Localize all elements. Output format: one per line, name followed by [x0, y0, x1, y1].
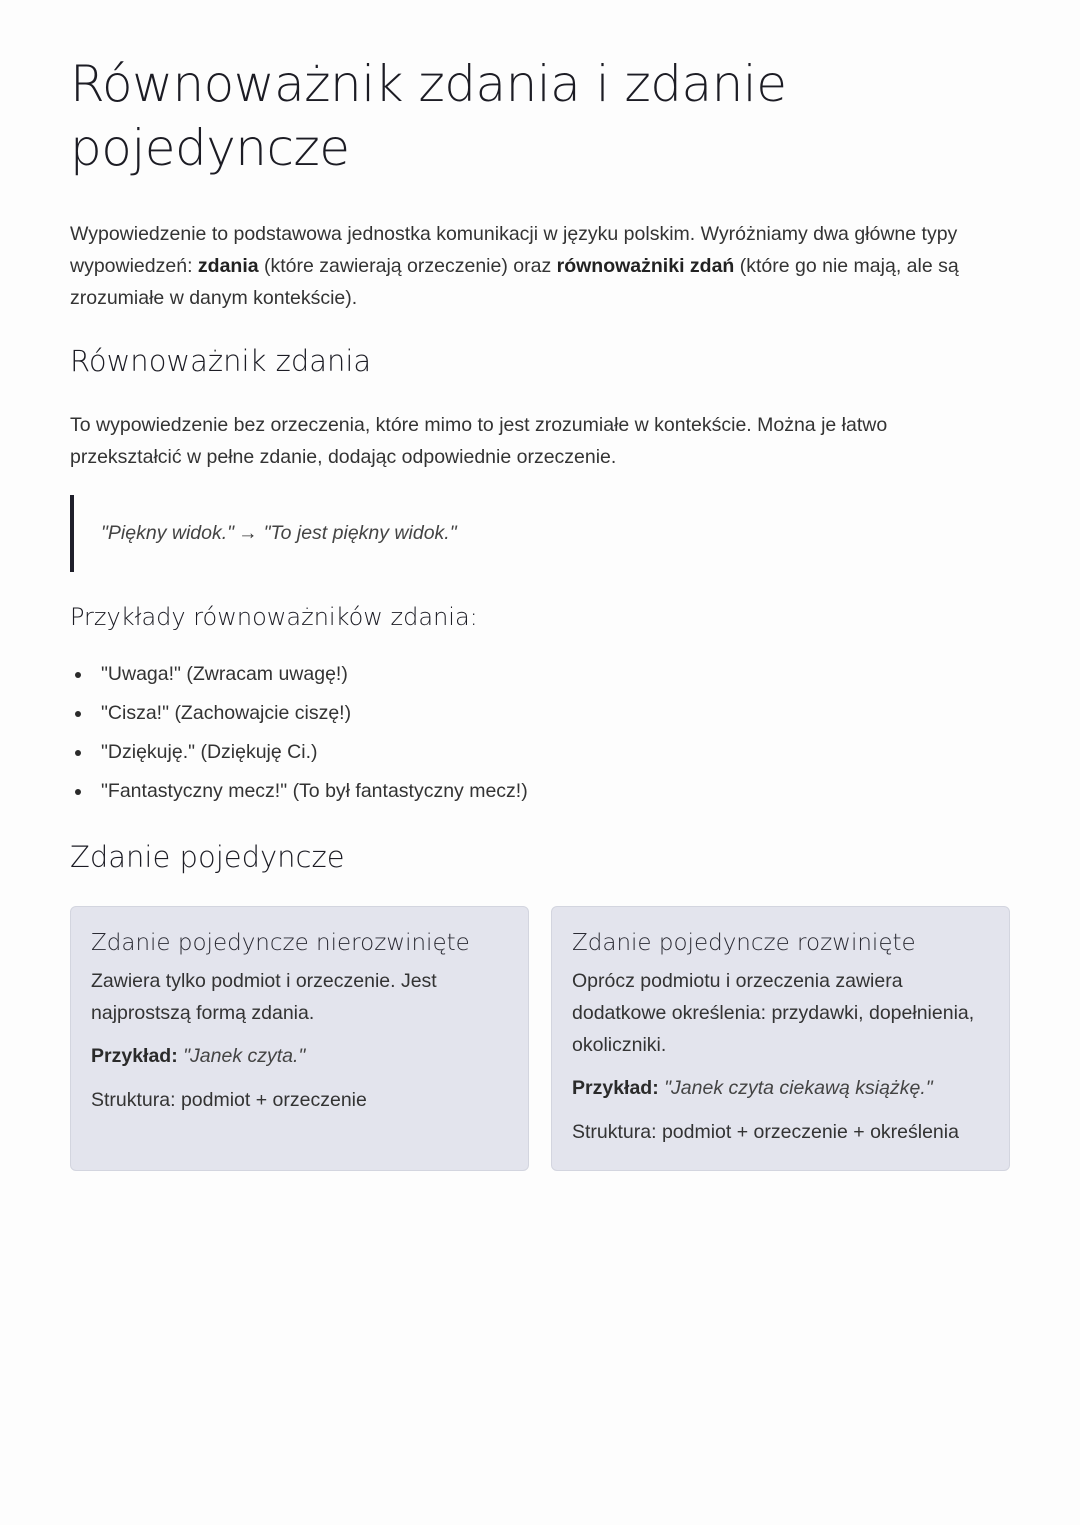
example-label: Przykład:	[572, 1077, 659, 1099]
sentence-type-cards	[70, 906, 1010, 1171]
section-heading-equivalent: Równoważnik zdania	[70, 344, 372, 378]
bullet-icon	[75, 711, 81, 717]
list-item-text: "Fantastyczny mecz!" (To był fantastyczny mecz!)	[101, 780, 528, 802]
list-item-text: "Uwaga!" (Zwracam uwagę!)	[101, 663, 348, 685]
card-example	[91, 1040, 508, 1072]
list-item	[70, 700, 970, 739]
list-item	[70, 661, 970, 700]
page-title: Równoważnik zdania i zdanie pojedyncze	[70, 55, 787, 177]
quote-to: "To jest piękny widok."	[263, 522, 457, 544]
intro-text: (które go nie mają, ale są zrozumiałe w danym kontekście).	[70, 255, 959, 309]
card-simple-unextended	[70, 906, 529, 1171]
quote-from: "Piękny widok."	[101, 522, 235, 544]
examples-heading: Przykłady równoważników zdania:	[70, 603, 478, 631]
example-text: "Janek czyta ciekawą książkę."	[664, 1077, 933, 1099]
card-structure: Struktura: podmiot + orzeczenie + określenia	[572, 1121, 959, 1143]
card-title: Zdanie pojedyncze nierozwinięte	[91, 930, 470, 956]
card-title: Zdanie pojedyncze rozwinięte	[572, 930, 916, 956]
intro-text: (które zawierają orzeczenie) oraz	[258, 255, 557, 277]
card-simple-extended	[551, 906, 1010, 1171]
example-text: "Janek czyta."	[183, 1045, 306, 1067]
section-heading-simple-sentence: Zdanie pojedyncze	[70, 840, 345, 874]
intro-bold-zdania: zdania	[197, 255, 259, 277]
example-label: Przykład:	[91, 1045, 178, 1067]
list-item	[70, 739, 970, 778]
card-structure: Struktura: podmiot + orzeczenie	[91, 1089, 367, 1111]
bullet-icon	[75, 672, 81, 678]
intro-text: Wypowiedzenie to podstawowa jednostka komunikacji w języku polskim. Wyróżniamy dwa główne typy wypowiedzeń:	[70, 223, 958, 277]
card-example	[572, 1072, 989, 1104]
card-description: Oprócz podmiotu i orzeczenia zawiera dodatkowe określenia: przydawki, dopełnienia, okoliczniki.	[572, 970, 975, 1056]
bullet-icon	[75, 789, 81, 795]
example-blockquote	[70, 495, 1010, 572]
list-item	[70, 778, 970, 817]
card-description: Zawiera tylko podmiot i orzeczenie. Jest najprostszą formą zdania.	[91, 970, 437, 1024]
list-item-text: "Dziękuję." (Dziękuję Ci.)	[101, 741, 318, 763]
examples-list	[70, 661, 970, 817]
list-item-text: "Cisza!" (Zachowajcie ciszę!)	[101, 702, 352, 724]
intro-paragraph	[70, 218, 990, 314]
bullet-icon	[75, 750, 81, 756]
arrow-right-icon: →	[238, 522, 258, 544]
intro-bold-rownowazniki: równoważniki zdań	[556, 255, 735, 277]
equivalent-definition: To wypowiedzenie bez orzeczenia, które mimo to jest zrozumiałe w kontekście. Można je łatwo przekształcić w pełne zdanie, dodając odpowiednie orzeczenie.	[70, 414, 888, 468]
